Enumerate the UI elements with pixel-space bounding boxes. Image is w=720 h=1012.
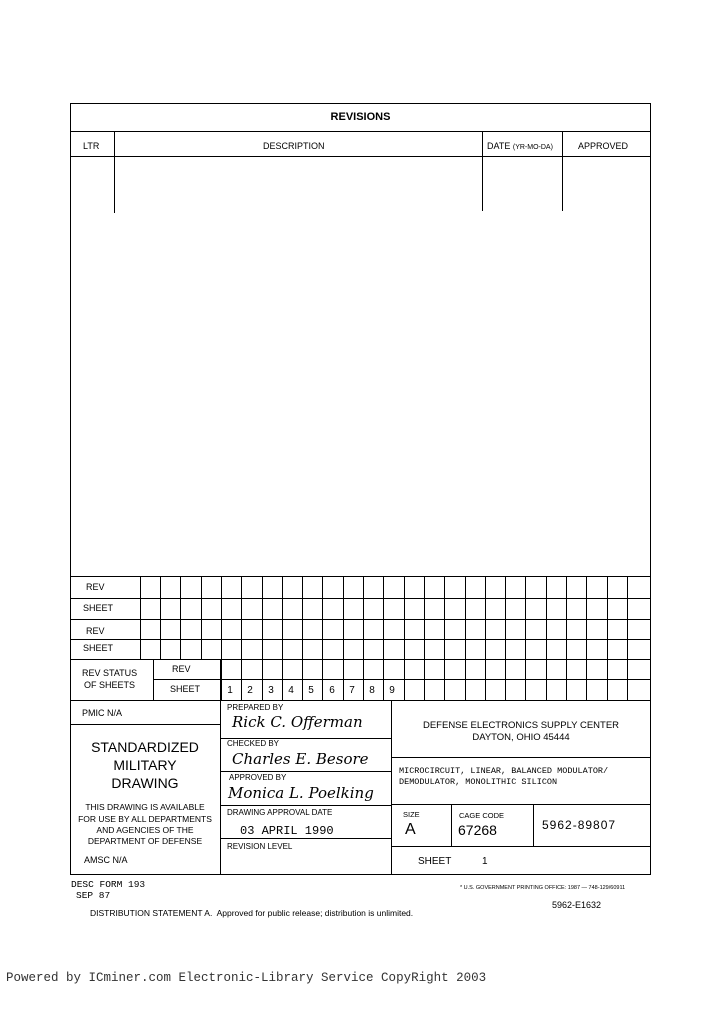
grid-column-line	[424, 576, 425, 700]
sheet-number: 5	[308, 685, 314, 696]
revision-level-label: REVISION LEVEL	[227, 842, 293, 851]
pmic: PMIC N/A	[82, 708, 123, 718]
cage-code-value: 67268	[458, 822, 497, 838]
distribution-text: Approved for public release; distribution is unlimited.	[216, 908, 414, 918]
grid-rule-2	[70, 619, 651, 620]
grid-label-div	[140, 576, 141, 659]
grid-column-line	[525, 576, 526, 700]
approval-date-label: DRAWING APPROVAL DATE	[227, 808, 333, 817]
grid-column-line	[485, 576, 486, 700]
prepared-by-label: PREPARED BY	[227, 703, 284, 712]
sheet-label-1: SHEET	[83, 603, 114, 613]
sheet-number: 7	[349, 685, 355, 696]
approved-by-label: APPROVED BY	[229, 773, 287, 782]
agency-address: DAYTON, OHIO 45444	[472, 732, 570, 743]
sheet-number: 8	[369, 685, 375, 696]
grid-column-line	[465, 576, 466, 700]
grid-column-line	[505, 576, 506, 700]
grid-rule-4	[70, 659, 651, 660]
col-date-label: DATE	[487, 141, 511, 151]
grid-column-line	[343, 576, 344, 700]
pmic-rule	[70, 724, 220, 725]
revisions-title-rule	[70, 131, 651, 132]
smd-title-2: MILITARY	[113, 757, 177, 773]
grid-column-line	[262, 576, 263, 700]
sheet-number: 2	[247, 685, 253, 696]
rev-label-3: REV	[172, 664, 191, 674]
distribution-label: DISTRIBUTION STATEMENT A.	[90, 908, 213, 918]
amsc: AMSC N/A	[84, 855, 128, 865]
grid-column-line	[444, 576, 445, 700]
sheet-label: SHEET	[418, 856, 452, 867]
col-ltr: LTR	[83, 141, 100, 151]
grid-bottom-rule	[70, 700, 651, 701]
status-label-div	[153, 659, 154, 700]
grid-top-rule	[70, 576, 651, 577]
sheet-value: 1	[482, 856, 488, 867]
grid-column-line	[363, 576, 364, 700]
fsc-number: 5962-E1632	[552, 900, 602, 910]
rev-col-div-1	[114, 131, 115, 213]
col-description: DESCRIPTION	[263, 141, 325, 151]
grid-column-line	[282, 576, 283, 700]
prepared-signature: Rick C. Offerman	[232, 713, 363, 731]
revisions-title: REVISIONS	[330, 111, 391, 123]
grid-column-line	[322, 576, 323, 700]
agency-name: DEFENSE ELECTRONICS SUPPLY CENTER	[422, 720, 620, 731]
approval-date-rule	[220, 838, 391, 839]
smd-title-1: STANDARDIZED	[91, 739, 199, 755]
avail-3: AND AGENCIES OF THE	[96, 825, 194, 835]
checked-by-label: CHECKED BY	[227, 739, 280, 748]
grid-column-line	[404, 576, 405, 700]
grid-column-line	[607, 576, 608, 700]
grid-rule-5	[153, 679, 651, 680]
sheet-number: 6	[329, 685, 335, 696]
grid-column-line	[383, 576, 384, 700]
avail-1: THIS DRAWING IS AVAILABLE	[85, 802, 205, 812]
approval-date: 03 APRIL 1990	[240, 824, 334, 838]
approved-rule	[220, 805, 391, 806]
drawing-desc-2: DEMODULATOR, MONOLITHIC SILICON	[399, 777, 558, 787]
grid-column-line	[201, 576, 202, 659]
rev-col-div-3	[562, 131, 563, 211]
grid-column-line	[627, 576, 628, 700]
rev-label-2: REV	[86, 626, 105, 636]
col-approved: APPROVED	[578, 141, 629, 151]
title-left-div	[220, 700, 221, 875]
checked-rule	[220, 771, 391, 772]
desc-rule	[391, 804, 651, 805]
powered-by: Powered by ICminer.com Electronic-Library Service CopyRight 2003	[6, 971, 487, 985]
form-date: SEP 87	[76, 890, 111, 901]
avail-4: DEPARTMENT OF DEFENSE	[87, 836, 203, 846]
size-value: A	[405, 821, 416, 838]
grid-column-line	[241, 576, 242, 700]
approved-signature: Monica L. Poelking	[228, 784, 374, 802]
number-rule	[391, 846, 651, 847]
distribution-statement	[90, 908, 413, 918]
size-label: SIZE	[403, 810, 420, 819]
gpo-notice: * U.S. GOVERNMENT PRINTING OFFICE: 1987 — 748-129/60911	[460, 885, 626, 891]
grid-rule-3	[70, 639, 651, 640]
sheet-number: 1	[227, 685, 233, 696]
grid-column-line	[221, 576, 222, 700]
of-sheets-label: OF SHEETS	[84, 680, 136, 690]
grid-column-line	[302, 576, 303, 700]
rev-col-div-2	[482, 131, 483, 211]
rev-status-label: REV STATUS	[82, 668, 138, 678]
sheet-label-3: SHEET	[170, 684, 201, 694]
agency-rule	[391, 757, 651, 758]
grid-column-line	[180, 576, 181, 659]
col-date-format: (YR-MO-DA)	[512, 144, 553, 151]
col-date	[487, 141, 553, 151]
grid-column-line	[566, 576, 567, 700]
cage-code-label: CAGE CODE	[459, 811, 505, 820]
revisions-header-rule	[70, 156, 651, 157]
cage-div	[533, 804, 534, 846]
grid-column-line	[546, 576, 547, 700]
sheet-label-2: SHEET	[83, 643, 114, 653]
rev-label-1: REV	[86, 582, 105, 592]
sheet-number: 4	[288, 685, 294, 696]
sheet-number: 3	[268, 685, 274, 696]
checked-signature: Charles E. Besore	[232, 750, 369, 768]
avail-2: FOR USE BY ALL DEPARTMENTS	[78, 814, 212, 824]
drawing-desc-1: MICROCIRCUIT, LINEAR, BALANCED MODULATOR/	[399, 766, 609, 776]
drawing-number: 5962-89807	[542, 818, 617, 832]
smd-title-3: DRAWING	[111, 775, 179, 791]
grid-column-line	[586, 576, 587, 700]
grid-rule-1	[70, 598, 651, 599]
grid-column-line	[160, 576, 161, 659]
form-number: DESC FORM 193	[71, 879, 146, 890]
sheet-number: 9	[389, 685, 395, 696]
size-div	[451, 804, 452, 846]
